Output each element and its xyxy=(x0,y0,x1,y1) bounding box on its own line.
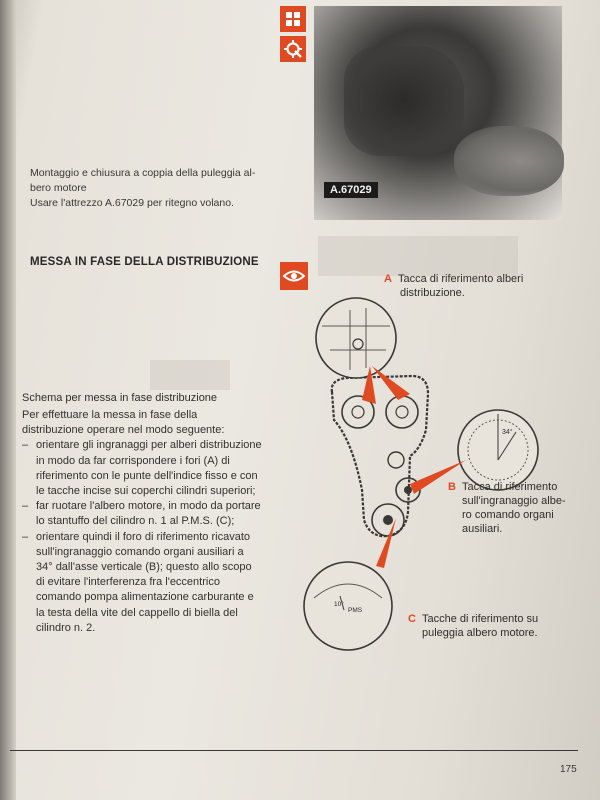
detail-circle-c xyxy=(304,562,392,650)
callout-a-text: Tacca di riferimento alberi xyxy=(397,273,524,285)
crank-pulley-hub xyxy=(383,515,393,525)
tensioner-pulley xyxy=(388,452,404,468)
callout-b-text: sull'ingranaggio albe- xyxy=(462,495,566,507)
detail-circle-a xyxy=(316,298,396,378)
page-binding-shadow xyxy=(0,0,16,800)
detail-c-angle-label: 10° xyxy=(334,601,344,608)
cam-pulley-right xyxy=(386,396,418,428)
red-pointer-a xyxy=(372,366,410,400)
caption-line: bero motore xyxy=(30,182,87,194)
schema-step: – orientare gli ingranaggi per alberi distribuzione in modo da far corrispondere i fori (A) di riferimento con le punte dell'indice fisso e con le tacche incise sui coperchi cilindri superiori; xyxy=(22,438,262,499)
show-through-ghost xyxy=(150,360,230,390)
schema-intro: Per effettuare la messa in fase della distribuzione operare nel modo seguente: xyxy=(22,409,225,437)
hand-with-tool xyxy=(454,126,564,196)
callout-b xyxy=(448,480,566,536)
cam-pulley-right-hub xyxy=(396,406,408,418)
detail-c-pms-label: PMS xyxy=(348,607,363,614)
caption-line: Usare l'attrezzo A.67029 per ritegno volano. xyxy=(30,197,234,209)
schema-title: Schema per messa in fase distribuzione xyxy=(22,392,218,404)
callout-c-text: puleggia albero motore. xyxy=(422,627,538,639)
engine-photo xyxy=(314,6,562,220)
page-number: 175 xyxy=(560,764,577,775)
callout-b-text: ausiliari. xyxy=(462,523,503,535)
cam-pulley-left-hub xyxy=(352,406,364,418)
callout-c xyxy=(408,612,538,640)
section-title: MESSA IN FASE DELLA DISTRIBUZIONE xyxy=(30,256,259,268)
show-through-ghost xyxy=(318,236,518,276)
callout-c-text: Tacche di riferimento su xyxy=(421,613,539,625)
photo-caption xyxy=(30,166,292,211)
callout-b-letter: B xyxy=(448,481,456,493)
detail-b-angle-label: 34° xyxy=(502,429,513,436)
plus-grid-icon xyxy=(280,6,306,32)
schema-step: – far ruotare l'albero motore, in modo da portare lo stantuffo del cilindro n. 1 al P.M.S. (C); xyxy=(22,499,262,529)
schema-body xyxy=(22,408,262,636)
gear-wrench-icon xyxy=(280,36,306,62)
callout-c-letter: C xyxy=(408,613,416,625)
footer-rule xyxy=(10,750,578,751)
engine-shape xyxy=(344,46,464,156)
caption-line: Montaggio e chiusura a coppia della puleggia al- xyxy=(30,167,256,179)
tool-code-label: A.67029 xyxy=(324,182,378,198)
callout-b-text: Tacca di riferimento xyxy=(461,481,558,493)
callout-b-text: ro comando organi xyxy=(462,509,554,521)
callout-a-text: distribuzione. xyxy=(400,287,465,299)
schema-step: – orientare quindi il foro di riferimento ricavato sull'ingranaggio comando organi ausiliari a 34° dall'asse verticale (B); questo allo scopo di evitare l'interferenza fra l'eccentrico comando pompa alimentazione carburante e la testa della vite del cappello di biella del cilindro n. 2. xyxy=(22,530,262,636)
callout-a xyxy=(384,272,523,300)
aux-pulley-hub xyxy=(404,486,412,494)
red-pointer-c xyxy=(376,518,396,568)
schema-steps xyxy=(22,438,262,636)
callout-a-letter: A xyxy=(384,273,392,285)
